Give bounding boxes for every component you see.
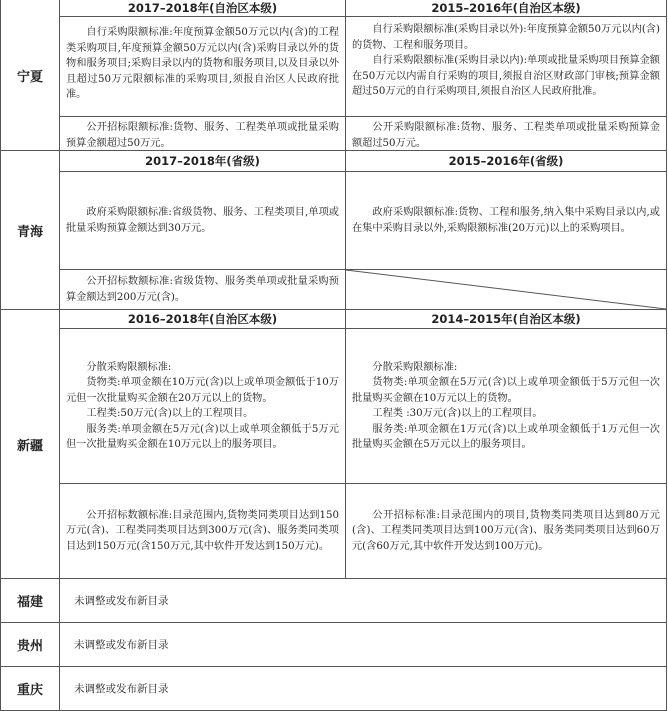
note-cell: [59, 622, 667, 667]
region-cell-qinghai: [0, 150, 60, 310]
region-cell-fujian: [0, 578, 60, 623]
region-label: 福建: [16, 595, 43, 610]
limit-standard-intro: 分散采购限额标准:: [372, 361, 458, 373]
region-label: 青海: [16, 224, 43, 240]
note-text: 未调整或发布新目录: [74, 683, 169, 695]
region-cell-xinjiang: [0, 309, 60, 579]
period-header-left: 2017–2018年(自治区本级): [59, 0, 346, 17]
tender-standard-cell: [345, 116, 667, 151]
period-header-right: 2015–2016年(自治区本级): [345, 0, 667, 17]
tender-standard-cell: [59, 483, 346, 579]
limit-goods-text: 货物类:单项金额在5万元(含)以上或单项金额低于5万元但一次批量购买金额在10万元以上的货物。: [352, 377, 660, 404]
period-header-right: 2015–2016年(省级): [345, 150, 667, 172]
region-label: 新疆: [16, 438, 43, 454]
region-cell-chongqing: [0, 666, 60, 711]
tender-standard-cell: [59, 269, 346, 310]
note-cell: [59, 578, 667, 623]
period-header-left: 2017–2018年(省级): [59, 150, 346, 172]
period-header-right: 2014–2015年(自治区本级): [345, 309, 667, 329]
note-cell: [59, 666, 667, 711]
limit-standard-cell: [345, 328, 667, 484]
limit-standard-text: 自行采购限额标准(采购目录以内):单项或批量采购项目预算金额在50万元以内需自行采购的项目,须报自治区财政部门审核;预算金额超过50万元的自行采购项目,须报自治区人民政府批准。: [352, 55, 660, 97]
limit-services-text: 服务类:单项金额在5万元(含)以上或单项金额低于5万元但一次批量购买金额在10万元以上的服务项目。: [66, 423, 339, 450]
limit-goods-text: 货物类:单项金额在10万元(含)以上或单项金额低于10万元但一次批量购买金额在20万元以上的货物。: [66, 377, 339, 404]
note-text: 未调整或发布新目录: [74, 595, 169, 607]
limit-standard-text: 自行采购限额标准(采购目录以外):年度预算金额50万元以内(含)的货物、工程和服务项目。: [352, 24, 660, 51]
limit-standard-cell: [345, 16, 667, 117]
region-cell-guizhou: [0, 622, 60, 667]
tender-standard-text: 公开招标数额标准:目录范围内,货物类同类项目达到150万元(含)、工程类同类项目达到300万元(含)、服务类同类项目达到150万元(含150万元,其中软件开发达到150万元)。: [66, 509, 339, 552]
empty-crossed-cell: [345, 269, 667, 310]
tender-standard-text: 公开招标限额标准:货物、服务、工程类单项或批量采购预算金额超过50万元。: [66, 122, 339, 149]
tender-standard-cell: [345, 483, 667, 579]
note-text: 未调整或发布新目录: [74, 639, 169, 651]
diagonal-line: [346, 270, 666, 309]
tender-standard-cell: [59, 116, 346, 151]
limit-standard-cell: [59, 328, 346, 484]
tender-standard-text: 公开采购限额标准:货物、服务、工程类单项或批量采购预算金额超过50万元。: [352, 122, 660, 149]
limit-works-text: 工程类:50万元(含)以上的工程项目。: [86, 408, 254, 419]
limit-standard-text: 自行采购限额标准:年度预算金额50万元以内(含)的工程类采购项目,年度预算金额50万元以内(含)采购目录以外的货物和服务项目;采购目录以内的货物和服务项目,以及目录以外且超过50万元限额标准的采购项目,须报自治区人民政府批准。: [66, 27, 339, 100]
limit-standard-text: 政府采购限额标准:省级货物、服务、工程类项目,单项或批量采购预算金额达到30万元。: [66, 207, 339, 234]
period-header-left: 2016–2018年(自治区本级): [59, 309, 346, 329]
limit-standard-intro: 分散采购限额标准:: [86, 361, 172, 373]
limit-works-text: 工程类 :30万元(含)以上的工程项目。: [372, 408, 543, 419]
limit-standard-cell: [345, 171, 667, 270]
tender-standard-text: 公开招标标准:目录范围内的项目,货物类同类项目达到80万元(含)、工程类同类项目达到100万元(含)、服务类同类项目达到60万元(含60万元,其中软件开发达到100万元)。: [352, 509, 660, 552]
region-label: 重庆: [16, 683, 43, 698]
tender-standard-text: 公开招标数额标准:省级货物、服务类单项或批量采购预算金额达到200万元(含)。: [66, 276, 339, 303]
region-cell-ningxia: [0, 0, 60, 151]
region-label: 宁夏: [16, 69, 43, 85]
limit-standard-cell: [59, 171, 346, 270]
limit-standard-cell: [59, 16, 346, 117]
limit-standard-text: 政府采购限额标准:货物、工程和服务,纳入集中采购目录以内,或在集中采购目录以外,采购限额标准(20万元)以上的采购项目。: [352, 207, 660, 234]
limit-services-text: 服务类:单项金额在1万元(含)以上或单项金额低于1万元但一次批量购买金额在5万元以上的服务项目。: [352, 423, 660, 450]
region-label: 贵州: [16, 639, 43, 654]
